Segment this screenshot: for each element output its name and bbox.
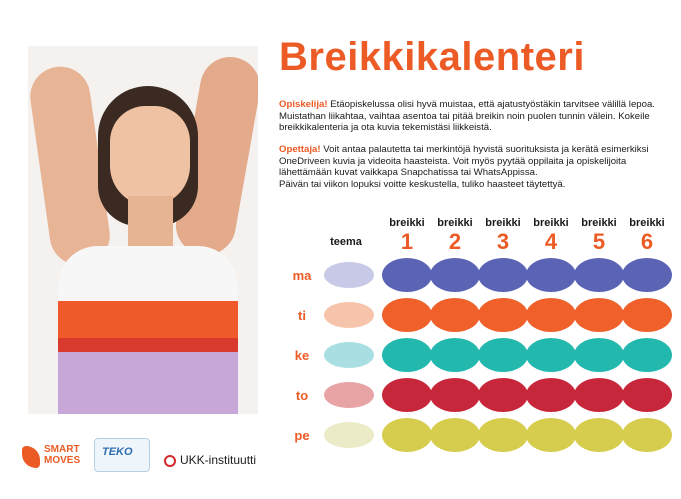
break-header-number: 6 (640, 229, 654, 254)
break-slot[interactable] (622, 258, 672, 292)
break-slot[interactable] (526, 338, 576, 372)
break-slot[interactable] (526, 378, 576, 412)
day-label: ti (298, 308, 306, 323)
break-header-number: 4 (544, 229, 558, 254)
theme-slot[interactable] (324, 422, 374, 448)
page-title: Breikkikalenteri (279, 35, 585, 79)
break-slot[interactable] (574, 418, 624, 452)
day-label: ma (292, 268, 312, 283)
smart-moves-mark-icon (22, 446, 40, 468)
break-header-word: breikki (629, 217, 665, 229)
break-header-word: breikki (437, 217, 473, 229)
break-header-word: breikki (533, 217, 569, 229)
break-header-word: breikki (485, 217, 521, 229)
theme-slot[interactable] (324, 302, 374, 328)
break-slot[interactable] (526, 298, 576, 332)
day-label: to (295, 388, 309, 403)
break-slot[interactable] (478, 418, 528, 452)
break-slot[interactable] (526, 258, 576, 292)
break-slot[interactable] (382, 258, 432, 292)
break-header-number: 1 (400, 229, 414, 254)
ukk-circle-icon (164, 455, 176, 467)
student-lead: Opiskelija! (279, 99, 328, 110)
break-slot[interactable] (574, 298, 624, 332)
woman-stretching-photo (28, 46, 258, 414)
break-slot[interactable] (478, 258, 528, 292)
break-slot[interactable] (430, 298, 480, 332)
break-slot[interactable] (382, 338, 432, 372)
break-slot[interactable] (382, 378, 432, 412)
theme-slot[interactable] (324, 262, 374, 288)
break-slot[interactable] (382, 298, 432, 332)
break-slot[interactable] (622, 378, 672, 412)
break-slot[interactable] (574, 378, 624, 412)
break-header-word: breikki (389, 217, 425, 229)
break-slot[interactable] (478, 378, 528, 412)
student-paragraph (279, 99, 669, 134)
smart-moves-logo: SMART MOVES (22, 440, 90, 476)
teko-logo: TEKO (94, 438, 150, 472)
break-slot[interactable] (478, 298, 528, 332)
break-slot[interactable] (526, 418, 576, 452)
break-header-number: 3 (496, 229, 510, 254)
student-text: Etäopiskelussa olisi hyvä muistaa, että ajatustyöstäkin tarvitsee välillä lepoa. Muistathan liikahtaa, vaihtaa asentoa tai pitää breikin noin puolen tunnin välein. Kokeile breikkikalenteria ja ota kuvia tekemistäsi liikkeistä. (279, 99, 655, 134)
break-slot[interactable] (430, 258, 480, 292)
theme-slot[interactable] (324, 342, 374, 368)
teacher-text-2: Päivän tai viikon lopuksi voitte keskustella, tuliko haasteet täytettyä. (279, 178, 566, 190)
theme-slot[interactable] (324, 382, 374, 408)
break-header-number: 5 (592, 229, 606, 254)
ukk-institute-logo: UKK-instituutti (164, 452, 274, 472)
theme-column-header: teema (330, 236, 362, 248)
break-slot[interactable] (478, 338, 528, 372)
break-slot[interactable] (622, 418, 672, 452)
teacher-lead: Opettaja! (279, 144, 321, 155)
break-slot[interactable] (430, 338, 480, 372)
break-slot[interactable] (622, 338, 672, 372)
teacher-paragraph (279, 144, 669, 190)
break-slot[interactable] (622, 298, 672, 332)
break-slot[interactable] (574, 258, 624, 292)
break-header-word: breikki (581, 217, 617, 229)
break-slot[interactable] (430, 418, 480, 452)
day-label: pe (294, 428, 310, 443)
break-slot[interactable] (382, 418, 432, 452)
teacher-text: Voit antaa palautetta tai merkintöjä hyvistä suorituksista ja kerätä esimerkiksi OneDriveen kuvia ja videoita haasteista. Voit myös pyytää oppilaita ja opiskelijoita lähettämään kuvat vaikkapa Snapchatissa tai WhatsAppissa. (279, 144, 649, 179)
break-slot[interactable] (574, 338, 624, 372)
break-slot[interactable] (430, 378, 480, 412)
break-header-number: 2 (448, 229, 462, 254)
day-label: ke (294, 348, 310, 363)
